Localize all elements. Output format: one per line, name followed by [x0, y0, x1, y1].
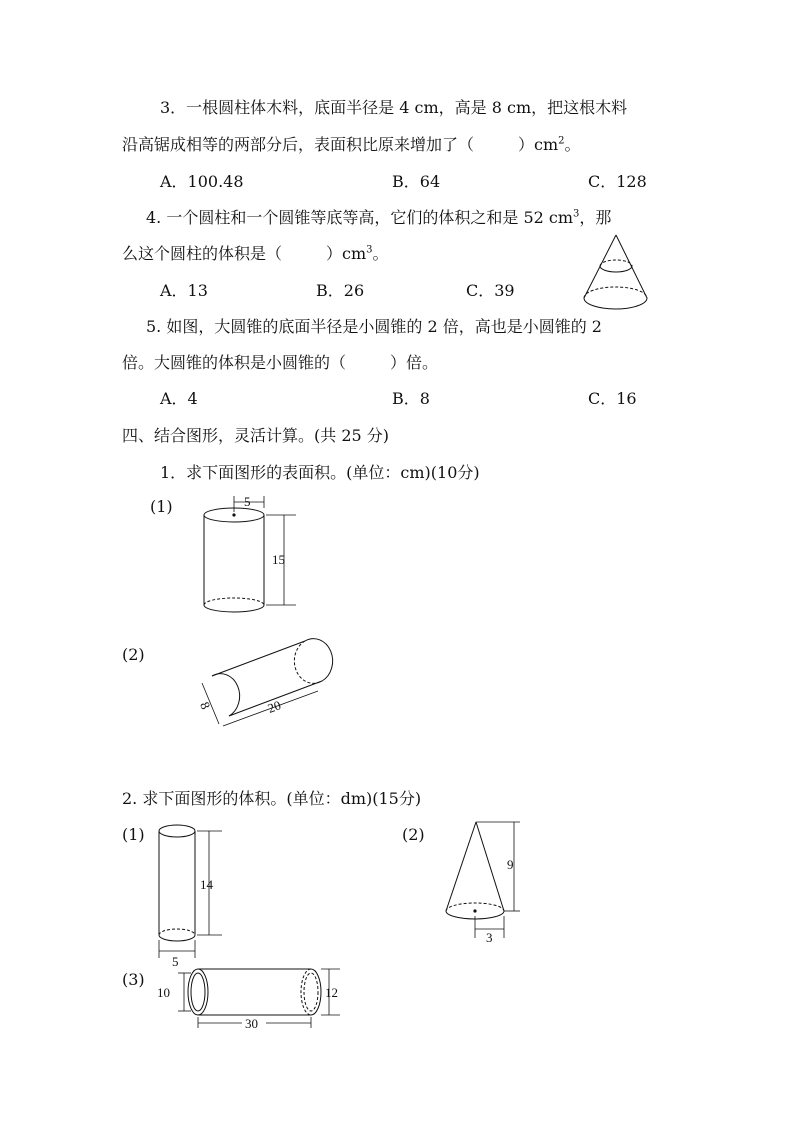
pipe-figure	[154, 962, 346, 1032]
section4-title: 四、结合图形，灵活计算。(共 25 分)	[122, 426, 390, 445]
fig3-diameter-label: 5	[172, 954, 179, 969]
fig1-radius-label: 5	[244, 494, 251, 509]
q3-line1: 3．一根圆柱体木料，底面半径是 4 cm，高是 8 cm，把这根木料	[160, 98, 628, 117]
q3-option-b: B．64	[392, 172, 441, 191]
part1-label-1: (1)	[150, 497, 173, 516]
fig5-inner-label: 10	[157, 985, 170, 1000]
q4-line1: 4. 一个圆柱和一个圆锥等底等高，它们的体积之和是 52 $cm^3$，那	[146, 208, 612, 227]
part2-label-3: (3)	[122, 970, 145, 989]
part2-title: 2. 求下面图形的体积。(单位：dm)(15分)	[122, 789, 422, 808]
cylinder-figure-2	[150, 818, 230, 970]
fig2-length-label: 20	[265, 697, 283, 716]
part2-label-1: (1)	[122, 825, 145, 844]
q5-option-b: B．8	[392, 389, 430, 408]
fig4-height-label: 9	[507, 857, 514, 872]
fig1-height-label: 15	[272, 552, 285, 567]
half-cylinder-figure	[192, 636, 342, 732]
fig5-outer-label: 12	[325, 985, 338, 1000]
q5-line1: 5. 如图，大圆锥的底面半径是小圆锥的 2 倍，高也是小圆锥的 2	[146, 317, 602, 336]
part1-label-2: (2)	[122, 645, 145, 664]
q4-line2: 么这个圆柱的体积是（ ）$cm^3$。	[122, 244, 389, 263]
q3-option-c: C．128	[588, 172, 647, 191]
q4-option-b: B．26	[316, 281, 365, 300]
q3-option-a: A．100.48	[160, 172, 244, 191]
cylinder-figure-1	[196, 490, 306, 620]
fig2-diameter-label: 8	[197, 699, 214, 712]
q4-option-c: C．39	[466, 281, 515, 300]
q5-line2: 倍。大圆锥的体积是小圆锥的（ ）倍。	[122, 353, 439, 372]
fig4-radius-label: 3	[486, 930, 493, 944]
nested-cones-figure	[580, 232, 652, 314]
part2-label-2: (2)	[402, 825, 425, 844]
q5-option-c: C．16	[588, 389, 637, 408]
fig5-length-label: 30	[245, 1016, 258, 1031]
q4-option-a: A．13	[160, 281, 208, 300]
cone-figure	[440, 816, 526, 944]
part1-title: 1．求下面图形的表面积。(单位：cm)(10分)	[160, 463, 480, 482]
fig3-height-label: 14	[200, 877, 213, 892]
q3-line2: 沿高锯成相等的两部分后，表面积比原来增加了（ ）$cm^2$。	[122, 135, 581, 154]
q5-option-a: A．4	[160, 389, 198, 408]
